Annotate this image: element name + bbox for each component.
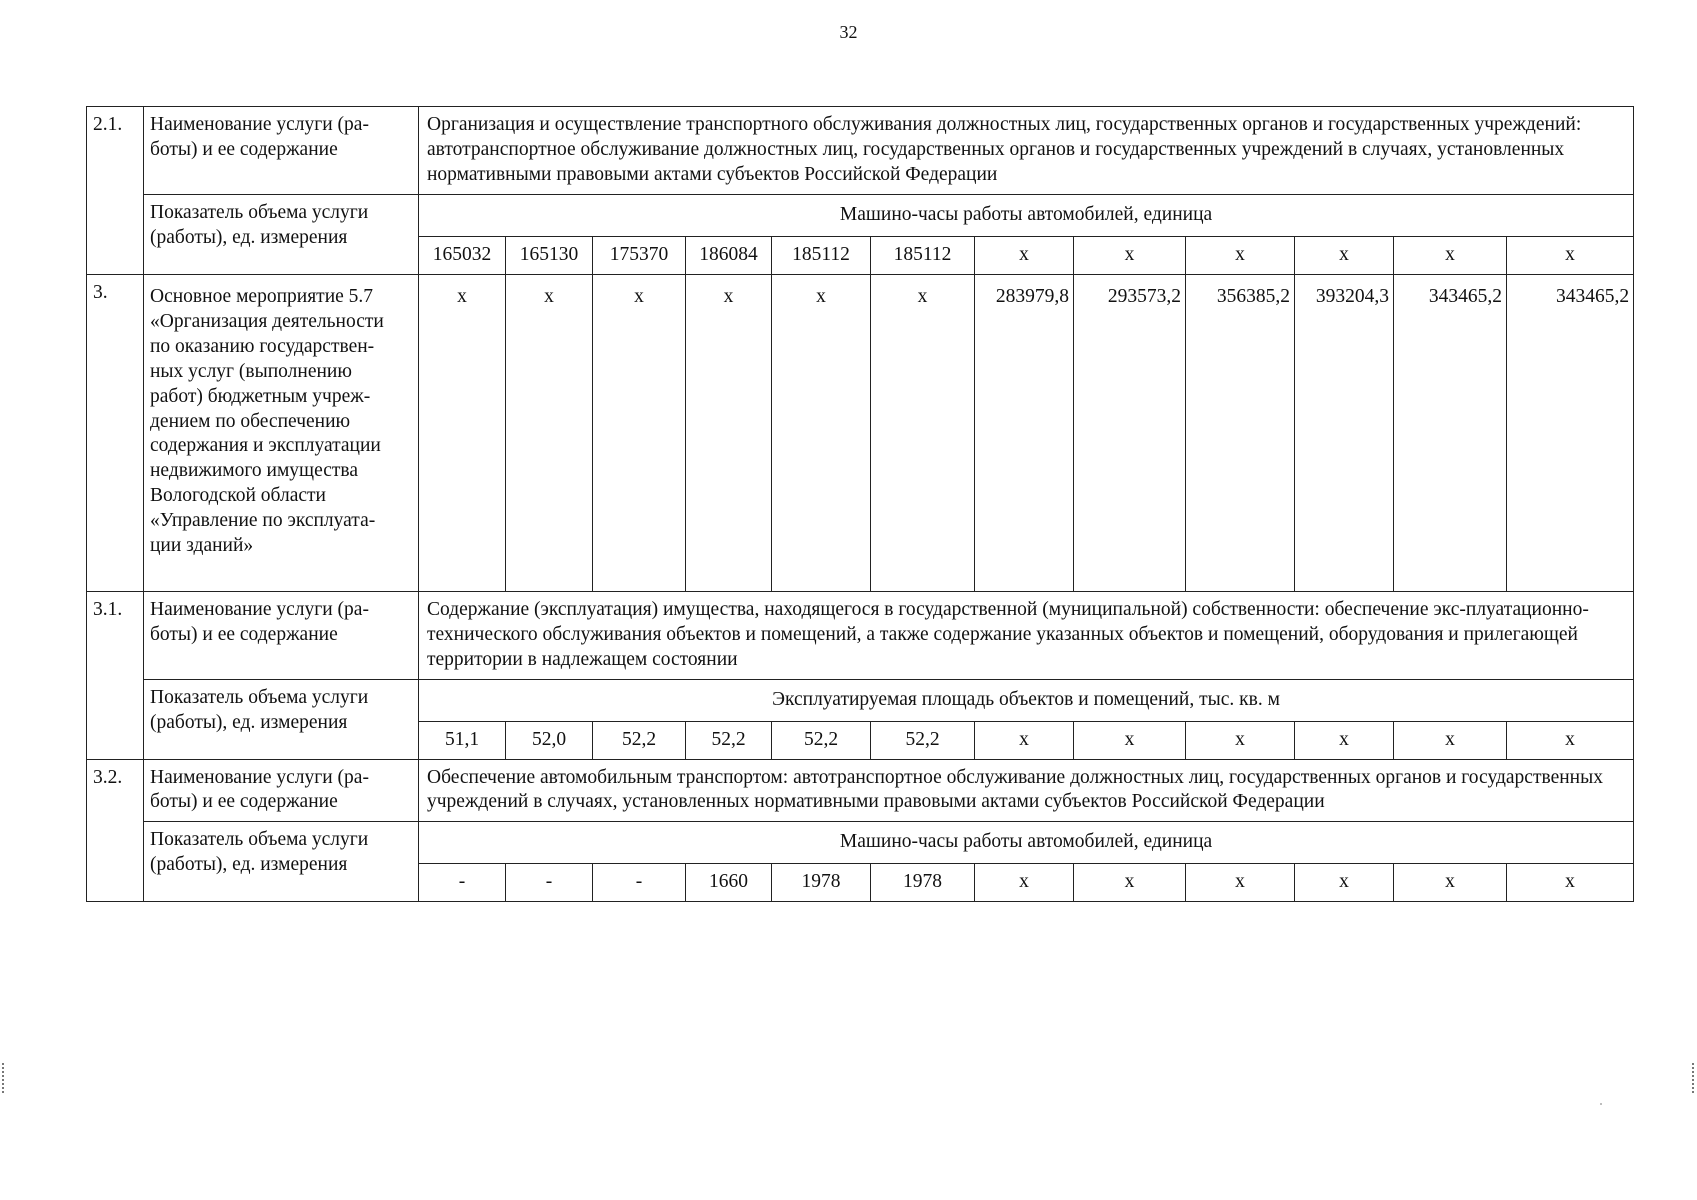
row-number: 3.2. [87,759,144,902]
value-cell: x [1394,721,1507,759]
value-cell: x [1295,236,1394,274]
value-cell: x [772,274,871,591]
scan-edge-mark [2,1063,6,1093]
value-cell: 165032 [419,236,506,274]
value-cell: x [1394,236,1507,274]
indicators-table [86,106,1634,902]
table-row [87,274,1634,591]
service-description: Содержание (эксплуатация) имущества, находящегося в государственной (муниципальной) собственности: обеспечение экс-плуатационно-технического обслуживания объектов и помещений, а также содержание указанных объектов и помещений, оборудования и прилегающей территории в надлежащем состоянии [419,591,1634,679]
value-cell: x [1186,864,1295,902]
value-cell: 51,1 [419,721,506,759]
value-cell: - [593,864,686,902]
scan-edge-mark [1692,1063,1696,1093]
indicator-unit: Машино-часы работы автомобилей, единица [419,822,1634,864]
value-cell: - [506,864,593,902]
value-cell: 52,0 [506,721,593,759]
value-cell: 175370 [593,236,686,274]
scan-speck [1600,1103,1602,1105]
value-cell: x [1074,864,1186,902]
indicator-label: Показатель объема услуги (работы), ед. измерения [144,679,419,759]
row-number: 3. [87,274,144,591]
table-row [87,107,1634,195]
indicator-label: Показатель объема услуги (работы), ед. измерения [144,822,419,902]
value-cell: - [419,864,506,902]
value-cell: 52,2 [686,721,772,759]
value-cell: x [1074,236,1186,274]
value-cell: x [1186,721,1295,759]
value-cell: 1660 [686,864,772,902]
service-description: Организация и осуществление транспортного обслуживания должностных лиц, государственных органов и государственных учреждений: автотранспортное обслуживание должностных лиц, государственных органов и государственных учреждений в случаях, установленных нормативными правовыми актами субъектов Российской Федерации [419,107,1634,195]
value-cell: x [975,236,1074,274]
table-row [87,591,1634,679]
table-row [87,822,1634,864]
value-cell: x [686,274,772,591]
value-cell: 185112 [871,236,975,274]
indicator-label: Показатель объема услуги (работы), ед. измерения [144,194,419,274]
value-cell: 293573,2 [1074,274,1186,591]
value-cell: x [871,274,975,591]
value-cell: x [1394,864,1507,902]
value-cell: 343465,2 [1507,274,1634,591]
value-cell: x [1507,864,1634,902]
table-row [87,679,1634,721]
value-cell: 283979,8 [975,274,1074,591]
indicator-unit: Эксплуатируемая площадь объектов и помещений, тыс. кв. м [419,679,1634,721]
value-cell: 185112 [772,236,871,274]
page-number: 32 [839,22,858,42]
row-number: 3.1. [87,591,144,759]
service-name-label: Наименование услуги (ра- боты) и ее содержание [144,591,419,679]
value-cell: 343465,2 [1394,274,1507,591]
value-cell: 52,2 [871,721,975,759]
value-cell: x [1507,721,1634,759]
value-cell: 1978 [871,864,975,902]
value-cell: 1978 [772,864,871,902]
value-cell: x [419,274,506,591]
value-cell: 165130 [506,236,593,274]
value-cell: 52,2 [772,721,871,759]
value-cell: x [506,274,593,591]
value-cell: x [975,721,1074,759]
value-cell: x [1295,721,1394,759]
value-cell: 186084 [686,236,772,274]
value-cell: 52,2 [593,721,686,759]
service-description: Обеспечение автомобильным транспортом: автотранспортное обслуживание должностных лиц, государственных органов и государственных учреждений в случаях, установленных нормативными правовыми актами субъектов Российской Федерации [419,759,1634,822]
value-cell: x [593,274,686,591]
value-cell: x [1295,864,1394,902]
value-cell: 356385,2 [1186,274,1295,591]
main-activity-label: Основное мероприятие 5.7 «Организация деятельности по оказанию государствен- ных услуг (выполнению работ) бюджетным учреж- дением по обеспечению содержания и эксплуатации недвижимого имущества Вологодской области «Управление по эксплуата- ции зданий» [144,274,419,591]
service-name-label: Наименование услуги (ра- боты) и ее содержание [144,759,419,822]
value-cell: x [1074,721,1186,759]
value-cell: 393204,3 [1295,274,1394,591]
value-cell: x [1507,236,1634,274]
table-row [87,194,1634,236]
value-cell: x [975,864,1074,902]
table-row [87,759,1634,822]
value-cell: x [1186,236,1295,274]
service-name-label: Наименование услуги (ра- боты) и ее содержание [144,107,419,195]
row-number: 2.1. [87,107,144,275]
indicator-unit: Машино-часы работы автомобилей, единица [419,194,1634,236]
